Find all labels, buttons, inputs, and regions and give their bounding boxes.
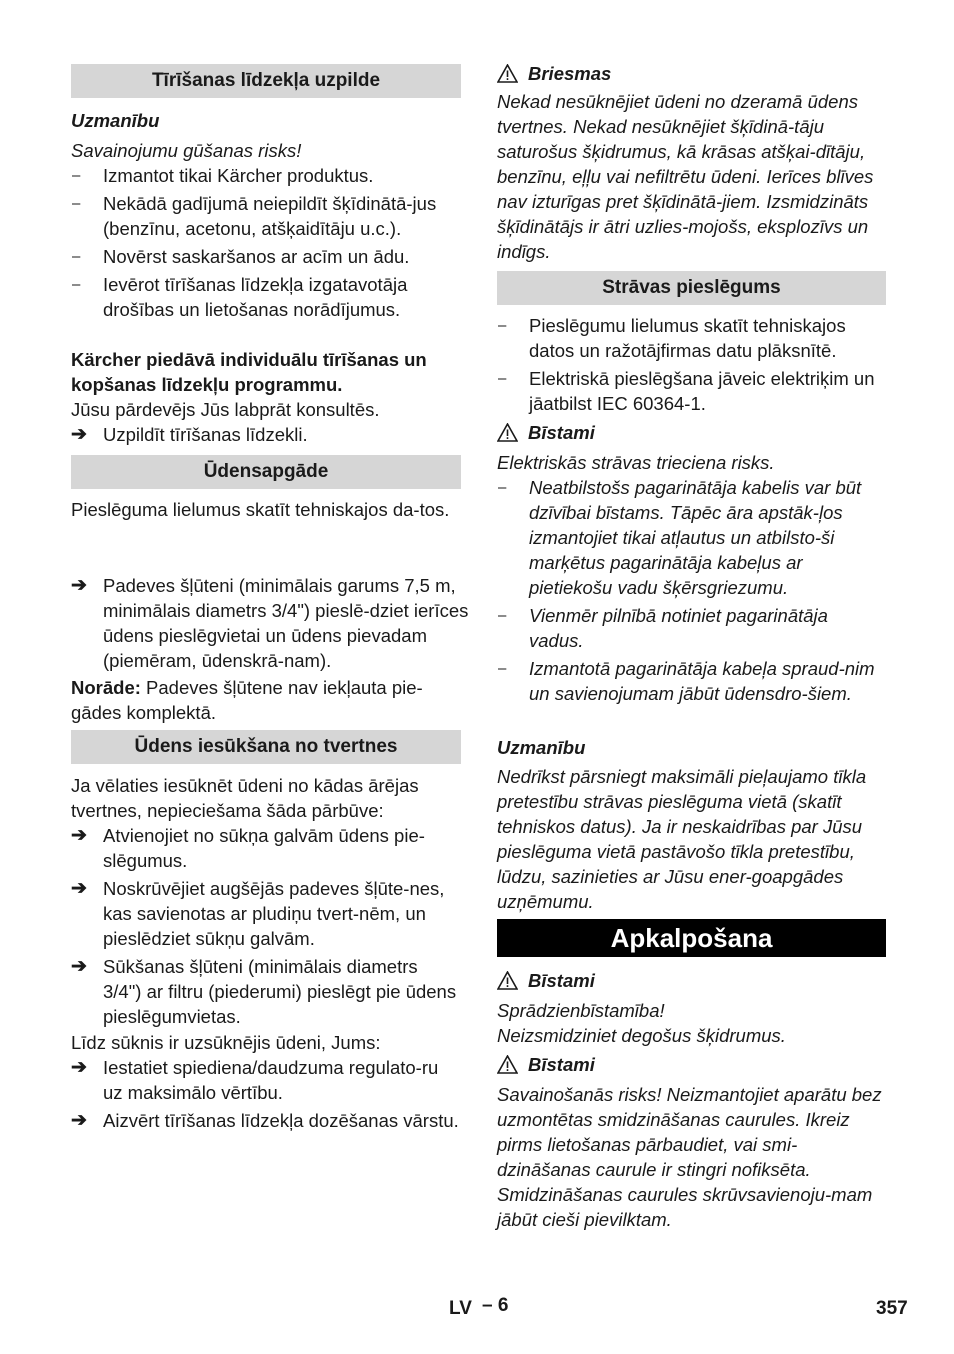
warning-triangle-icon <box>497 971 518 990</box>
danger-label: Bīstami <box>528 970 595 991</box>
list-item: – Izmantotā pagarinātāja kabeļa spraud-nim un savienojumam jābūt ūdensdro-šiem. <box>498 658 875 704</box>
injury-risk-text: Savainošanās risks! Neizmantojiet aparātu bez uzmontētas smidzināšanas caurules. Ikreiz pirms lietošanas pārbaudiet, vai smi-dzināšanas caurule ir stingri nofiksēta. Smidzināšanas caurules skrūvsavienoju-mam jābūt cieši pievilktam. <box>497 1084 882 1230</box>
dash-icon: – <box>72 195 81 212</box>
pump-priming-intro: Līdz sūknis ir uzsūknējis ūdeni, Jums: <box>71 1032 381 1053</box>
danger-text: Nekad nesūknējiet ūdeni no dzeramā ūdens tvertnes. Nekad nesūknējiet šķīdinā-tāju saturošus šķidrumus, kā krāsas atšķai-dītāju, benzīnu, eļļu vai nefiltrētu ūdeni. Ierīces blīves nav izturīgas pret šķīdinātā-jiem. Izsmidzināts šķīdinātājs ir ātri uzlies-mojošs, eksplozīvs un indīgs. <box>497 91 874 262</box>
dash-icon: – <box>498 370 507 387</box>
warning-triangle-icon <box>497 1055 518 1074</box>
explosion-risk-line: Sprādzienbīstamība! <box>497 1000 665 1021</box>
note-text: Padeves šļūtene nav iekļauta pie-gādes komplektā. <box>71 677 423 723</box>
danger-heading <box>497 968 886 993</box>
dash-icon: – <box>72 167 81 184</box>
step-connect-hose: ➔ Padeves šļūteni (minimālais garums 7,5 m, minimālais diametrs 3/4") pieslē-dziet ierīces ūdens pieslēgvietai un ūdens pievadam (piemēram, ūdenskrā-nam). <box>71 575 469 671</box>
danger-heading <box>497 1052 886 1077</box>
dash-icon: – <box>498 607 507 624</box>
caution-text: Savainojumu gūšanas risks! <box>71 140 302 161</box>
suction-steps <box>71 823 461 1029</box>
footer-language: LV <box>449 1298 472 1319</box>
arrow-icon: ➔ <box>71 878 87 899</box>
shock-risk-text: Elektriskās strāvas trieciena risks. <box>497 452 775 473</box>
list-item: – Nekādā gadījumā neiepildīt šķīdinātā-jus (benzīnu, acetonu, atšķaidītāju u.c.). <box>72 193 437 239</box>
priming-steps <box>71 1055 461 1133</box>
flammable-liquids-line: Neizsmidziniet degošus šķidrumus. <box>497 1025 786 1046</box>
caution-label: Uzmanību <box>497 737 586 758</box>
footer-page-number: 357 <box>876 1298 908 1319</box>
list-item: – Elektriskā pieslēgšana jāveic elektriķim un jāatbilst IEC 60364-1. <box>498 368 875 414</box>
section-operation: Apkalpošana <box>497 919 886 957</box>
list-item: – Neatbilstošs pagarinātāja kabelis var būt dzīvībai bīstams. Tāpēc āra apstāk-ļos izmantojiet tikai atļautus un atbilsto-ši marķētus pagarinātāja kabeļus ar pietiekošu vadu šķērsgriezumu. <box>498 477 862 598</box>
danger-label: Bīstami <box>528 1054 595 1075</box>
program-info-bold: Kärcher piedāvā individuālu tīrīšanas un kopšanas līdzekļu programmu. <box>71 349 427 395</box>
dash-icon: – <box>498 317 507 334</box>
arrow-icon: ➔ <box>71 1110 87 1131</box>
list-cleaning-agent <box>71 163 461 322</box>
step-fill-agent: ➔ Uzpildīt tīrīšanas līdzekli. <box>71 424 308 445</box>
dash-icon: – <box>498 479 507 496</box>
note-label: Norāde: <box>71 677 141 698</box>
danger-label: Bīstami <box>528 422 595 443</box>
impedance-text: Nedrīkst pārsniegt maksimāli pieļaujamo tīkla pretestību strāvas pieslēguma vietā (skatīt tehniskos datus). Ja ir neskaidrības par Jūsu pieslēguma vietā pastāvošo tīkla pretestību, lūdzu, sazinieties ar Jūsu ener-goapgādes uzņēmumu. <box>497 766 867 912</box>
list-item: – Izmantot tikai Kärcher produktus. <box>72 165 374 186</box>
dealer-info: Jūsu pārdevējs Jūs labprāt konsultēs. <box>71 399 380 420</box>
note <box>71 675 461 725</box>
dash-icon: – <box>72 276 81 293</box>
list-item: – Pieslēgumu lielumus skatīt tehniskajos datos un ražotājfirmas datu plāksnītē. <box>498 315 846 361</box>
footer-local-page: – 6 <box>482 1295 509 1316</box>
heading-power-connection: Strāvas pieslēgums <box>497 271 886 305</box>
list-item: ➔ Sūkšanas šļūteni (minimālais diametrs 3/4") ar filtru (piederumi) pieslēgt pie ūdens pieslēgumvietas. <box>71 956 457 1027</box>
list-item: – Vienmēr pilnībā notiniet pagarinātāja vadus. <box>498 605 828 651</box>
list-item: ➔ Noskrūvējiet augšējās padeves šļūte-nes, kas savienotas ar pludiņu tvert-nēm, un pieslēdziet sūkņu galvām. <box>71 878 445 949</box>
list-item: ➔ Iestatiet spiediena/daudzuma regulato-ru uz maksimālo vērtību. <box>71 1057 439 1103</box>
arrow-icon: ➔ <box>71 825 87 846</box>
extension-cable-list <box>497 475 886 706</box>
danger-heading <box>497 420 886 445</box>
heading-water-supply: Ūdensapgāde <box>71 455 461 489</box>
water-supply-text: Pieslēguma lielumus skatīt tehniskajos da-tos. <box>71 499 450 520</box>
warning-triangle-icon <box>497 423 518 442</box>
warning-triangle-icon <box>497 64 518 83</box>
list-item: ➔ Atvienojiet no sūkņa galvām ūdens pie-slēgumus. <box>71 825 425 871</box>
heading-water-suction: Ūdens iesūkšana no tvertnes <box>71 730 461 764</box>
caution-label: Uzmanību <box>71 110 160 131</box>
power-list <box>497 313 886 416</box>
list-item: – Novērst saskaršanos ar acīm un ādu. <box>72 246 410 267</box>
arrow-icon: ➔ <box>71 956 87 977</box>
arrow-icon: ➔ <box>71 575 87 596</box>
heading-cleaning-agent-fill: Tīrīšanas līdzekļa uzpilde <box>71 64 461 98</box>
dash-icon: – <box>498 660 507 677</box>
list-item: ➔ Aizvērt tīrīšanas līdzekļa dozēšanas vārstu. <box>71 1110 459 1131</box>
list-item: – Ievērot tīrīšanas līdzekļa izgatavotāja drošības un lietošanas norādījumus. <box>72 274 408 320</box>
dash-icon: – <box>72 248 81 265</box>
arrow-icon: ➔ <box>71 424 87 445</box>
arrow-icon: ➔ <box>71 1057 87 1078</box>
danger-heading <box>497 61 886 86</box>
danger-label: Briesmas <box>528 63 612 84</box>
suction-intro: Ja vēlaties iesūknēt ūdeni no kādas ārējas tvertnes, nepieciešama šāda pārbūve: <box>71 775 419 821</box>
left-column <box>71 0 469 1131</box>
